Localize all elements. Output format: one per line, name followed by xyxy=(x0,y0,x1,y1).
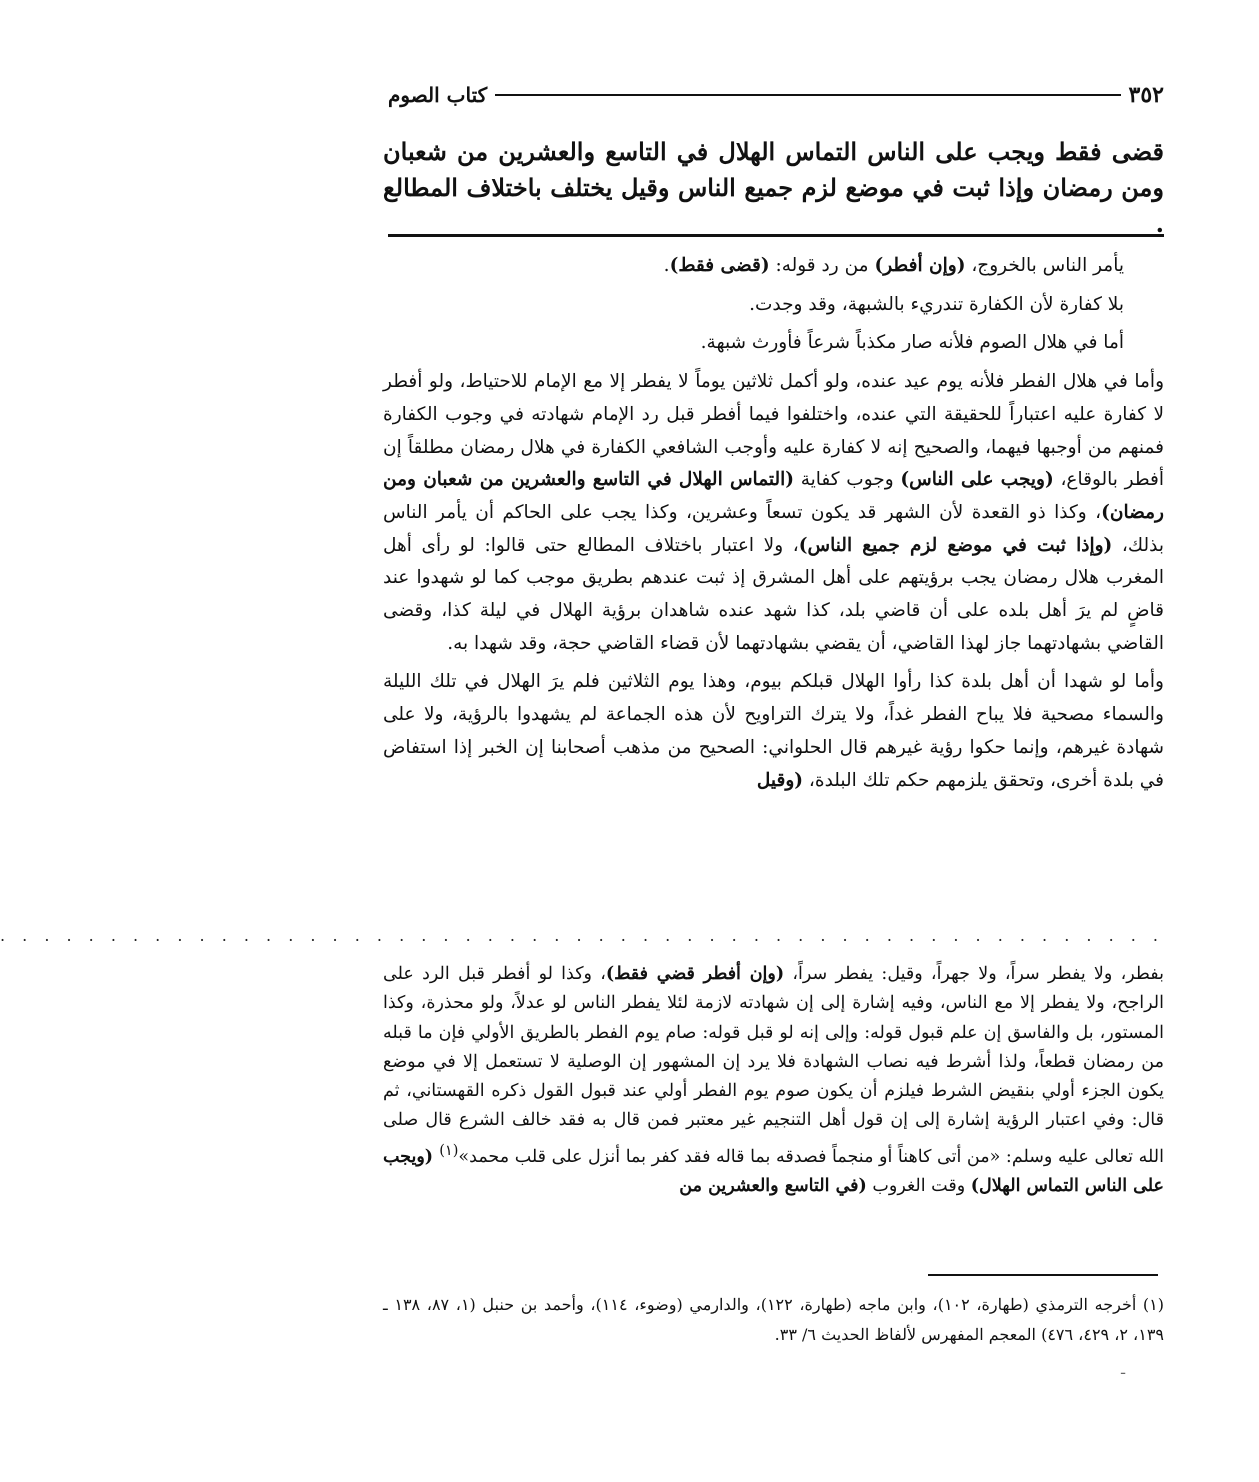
hashiya-text xyxy=(383,960,1164,1201)
sharh-paragraph-4: وأما في هلال الفطر فلأنه يوم عيد عنده، ولو أكمل ثلاثين يوماً لا يفطر إلا مع الإمام للاحتياط، ولو أفطر لا كفارة عليه اعتباراً للحقيقة التي عنده، واختلفوا فيما أفطر قبل رد الإمام شهادته في وجوب الكفارة فمنهم من أوجبها فيهما، والصحيح إنه لا كفارة عليه وأوجب الشافعي الكفارة في هلال رمضان مطلقاً إن أفطر بالوقاع، (ويجب على الناس) وجوب كفاية (التماس الهلال في التاسع والعشرين من شعبان ومن رمضان)، وكذا ذو القعدة لأن الشهر قد يكون تسعاً وعشرين، وكذا يجب على الحاكم أن يأمر الناس بذلك، (وإذا ثبت في موضع لزم جميع الناس)، ولا اعتبار باختلاف المطالع حتى قالوا: لو رأى أهل المغرب هلال رمضان يجب برؤيتهم على أهل المشرق إذ ثبت عندهم بطريق موجب كما لو شهدوا عند قاضٍ لم يرَ أهل بلده على أن قاضي بلد، كذا شهد عنده شاهدان برؤية الهلال في ليلة كذا، وقضى القاضي بشهادتهما جاز لهذا القاضي، أن يقضي بشهادتهما لأن قضاء القاضي حجة، وقد شهدا به. xyxy=(383,371,1164,654)
sharh-paragraph-5: وأما لو شهدا أن أهل بلدة كذا رأوا الهلال قبلكم بيوم، وهذا يوم الثلاثين فلم يرَ الهلال في تلك الليلة والسماء مصحية فلا يباح الفطر غداً، ولا يترك التراويح لأن هذه الجماعة لم يشهدوا بالرؤية، ولا على شهادة غيرهم، وإنما حكوا رؤية غيرهم قال الحلواني: الصحيح من مذهب أصحابنا إن الخبر إذا استفاض في بلدة أخرى، وتحقق يلزمهم حكم تلك البلدة، (وقيل xyxy=(383,671,1164,791)
footnote xyxy=(383,1290,1164,1350)
footnote-line: (١) أخرجه الترمذي (طهارة، ١٠٢)، وابن ماجه (طهارة، ١٢٢)، والدارمي (وضوء، ١١٤)، وأحمد بن حنبل (١، ٨٧، ١٣٨ ـ ١٣٩، ٢، ٤٢٩، ٤٧٦) المعجم المفهرس لألفاظ الحديث ٦/ ٣٣. xyxy=(383,1295,1165,1344)
dotted-separator: . . . . . . . . . . . . . . . . . . . . . . . . . . . . . . . . . . . . . . . . . . . . . . . . . . . . . xyxy=(0,926,1164,945)
sharh-line-3: أما في هلال الصوم فلأنه صار مكذباً شرعاً فأورث شبهة. xyxy=(700,332,1124,354)
header-rule xyxy=(495,94,1120,96)
matn-text: قضى فقط ويجب على الناس التماس الهلال في التاسع والعشرين من شعبان ومن رمضان وإذا ثبت في موضع لزم جميع الناس وقيل يختلف باختلاف المطالع . xyxy=(383,137,1164,238)
footnote-ref: (١) xyxy=(439,1141,459,1159)
footnote-rule xyxy=(928,1274,1158,1276)
sharh-line-2: بلا كفارة لأن الكفارة تندريء بالشبهة، وقد وجدت. xyxy=(749,293,1124,315)
page-header xyxy=(388,80,1164,110)
book-title: كتاب الصوم xyxy=(388,83,488,107)
corner-mark: ـ xyxy=(1121,1362,1126,1378)
sharh-text xyxy=(383,250,1164,803)
sharh-line-1: يأمر الناس بالخروج، (وإن أفطر) من رد قوله: (قضى فقط). xyxy=(663,255,1124,276)
hashiya-paragraph: بفطر، ولا يفطر سراً، ولا جهراً، وقيل: يفطر سراً، (وإن أفطر قضي فقط)، وكذا لو أفطر قبل الرد على الراجح، ولا يفطر إلا مع الناس، وفيه إشارة إلى إن شهادته لازمة لئلا يفطر الناس لو عدلاً، ولو محذرة، وكذا المستور، بل والفاسق إن علم قبول قوله: وإلى إنه لو قبل قوله: صام يوم الفطر بالطريق الأولي فإن ما قبله من رمضان قطعاً، ولذا أشرط فيه نصاب الشهادة فلا يرد إن المشهور إن الوصلية لا تستعمل إلا في موضع يكون الجزء أولي بنقيض الشرط فيلزم أن يكون صوم يوم الفطر أولي عند قبول القول ذكره القهستاني، ثم قال: وفي اعتبار الرؤية إشارة إلى إن قول أهل التنجيم غير معتبر فمن قال به فقد خالف الشرع قال صلى الله تعالى عليه وسلم: «من أتى كاهناً أو منجماً فصدقه بما قاله فقد كفر بما أنزل على قلب محمد»$^{(١)}$ (ويجب على الناس التماس الهلال) وقت الغروب (في التاسع والعشرين من xyxy=(383,964,1164,1196)
matn-divider xyxy=(388,234,1164,237)
page-number: ٣٥٢ xyxy=(1128,82,1164,108)
